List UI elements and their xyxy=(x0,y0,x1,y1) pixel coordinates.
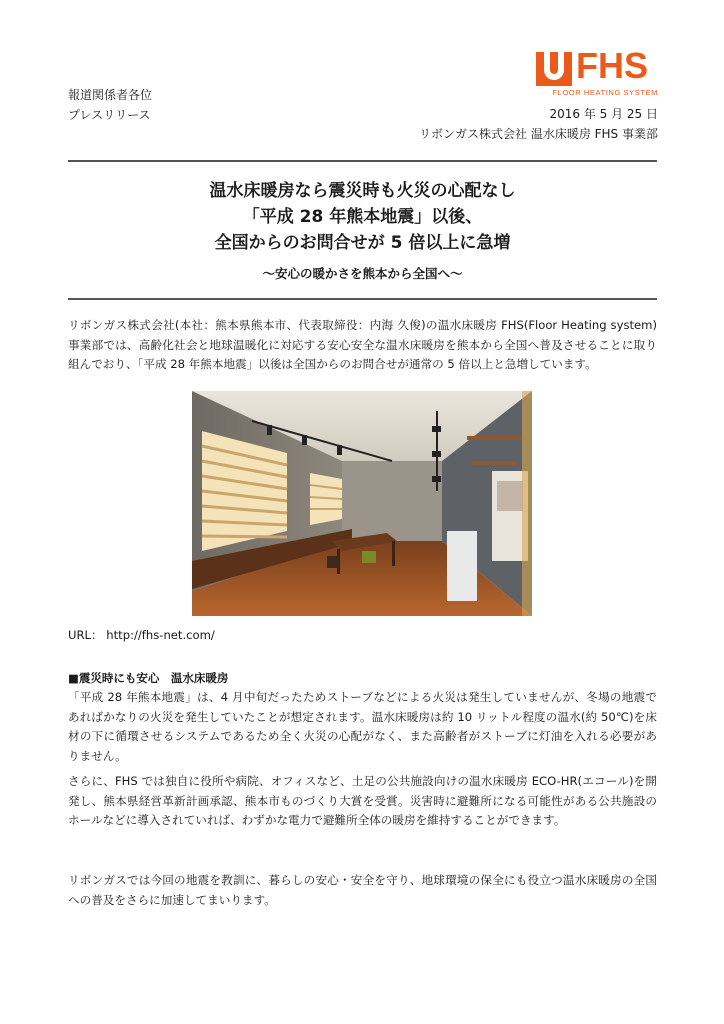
recipients: 報道関係者各位 xyxy=(68,88,153,102)
company-name: リボンガス株式会社 温水床暖房 FHS 事業部 xyxy=(419,127,658,141)
logo-text: FHS xyxy=(576,45,648,86)
header-left xyxy=(68,85,152,125)
page-title xyxy=(68,178,657,256)
logo-subtext: FLOOR HEATING SYSTEM xyxy=(552,88,658,97)
title-divider xyxy=(68,298,657,300)
section-paragraph-1: 「平成 28 年熊本地震」は、4 月中旬だったためストーブなどによる火災は発生していませんが、冬場の地震であればかなりの火災を発生していたことが想定されます。温水床暖房は約 10 リットル程度の温水(約 50℃)を床材の下に循環させるシステムであるため全く火災の心配がなく、また高齢者がストーブに灯油を入れる必要がありません。 xyxy=(68,690,657,763)
section-heading: ■震災時にも安心 温水床暖房 xyxy=(68,671,229,685)
release-type: プレスリリース xyxy=(68,108,151,122)
fhs-logo-mark-icon xyxy=(536,52,572,86)
showroom-illustration xyxy=(192,391,532,616)
title-line-1: 温水床暖房なら震災時も火災の心配なし xyxy=(209,181,516,201)
title-line-2: 「平成 28 年熊本地震」以後、 xyxy=(242,207,483,227)
showroom-photo xyxy=(192,391,532,616)
section-paragraph-3: リボンガスでは今回の地震を教訓に、暮らしの安心・安全を守り、地球環境の保全にも役立つ温水床暖房の全国への普及をさらに加速してまいります。 xyxy=(68,873,657,907)
header-right xyxy=(419,104,658,144)
subtitle: ～安心の暖かさを熊本から全国へ～ xyxy=(262,266,463,281)
section-paragraph-2: さらに、FHS では独自に役所や病院、オフィスなど、土足の公共施設向けの温水床暖房 ECO-HR(エコール)を開発し、熊本県経営革新計画承認、熊本市ものづくり大賞を受賞。災害時に避難所になる可能性がある公共施設のホールなどに導入されていれば、わずかな電力で避難所全体の暖房を維持することができます。 xyxy=(68,774,657,828)
title-line-3: 全国からのお問合せが 5 倍以上に急増 xyxy=(214,233,511,253)
top-divider xyxy=(68,160,657,162)
fhs-logo xyxy=(536,45,658,100)
url-line: URL： http://fhs-net.com/ xyxy=(68,628,215,642)
intro-paragraph: リボンガス株式会社(本社：熊本県熊本市、代表取締役：内海 久俊)の温水床暖房 FHS(Floor Heating system)事業部では、高齢化社会と地球温暖化に対応する安心安全な温水床暖房を熊本から全国へ普及させることに取り組んでおり、「平成 28 年熊本地震」以後は全国からのお問合せが通常の 5 倍以上と急増しています。 xyxy=(68,318,657,372)
release-date: 2016 年 5 月 25 日 xyxy=(549,107,658,121)
